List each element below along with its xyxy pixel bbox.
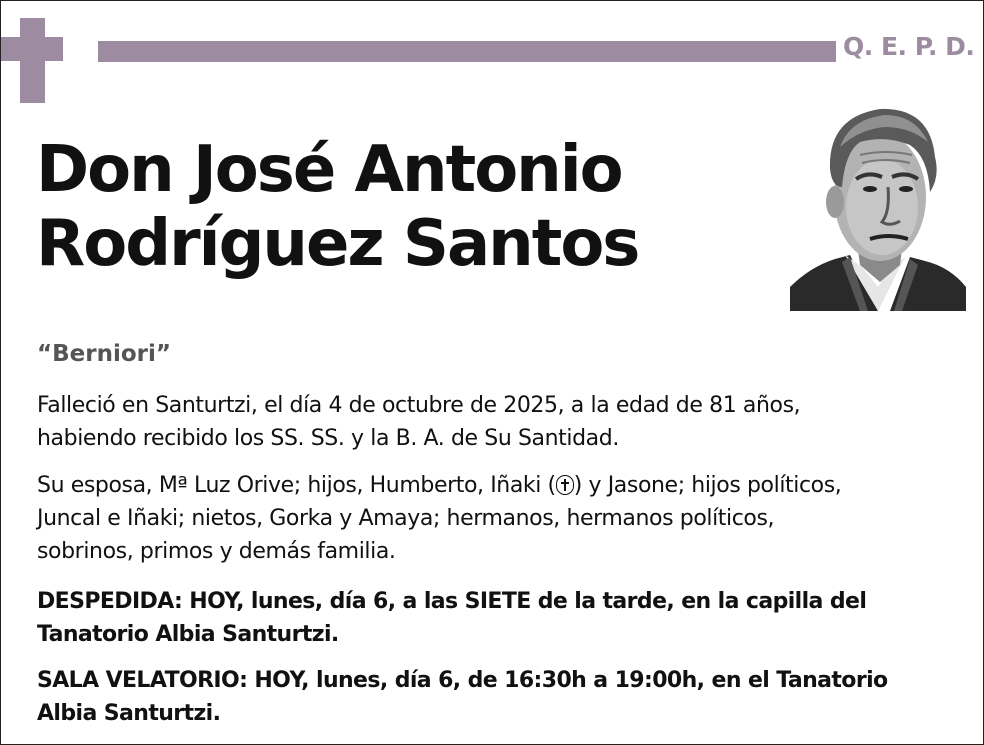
family-line-3: sobrinos, primos y demás familia.	[37, 539, 396, 564]
header-bar	[98, 41, 836, 62]
death-line-1: Falleció en Santurtzi, el día 4 de octubre de 2025, a la edad de 81 años,	[37, 393, 801, 418]
death-line-2: habiendo recibido los SS. SS. y la B. A. de Su Santidad.	[37, 426, 619, 451]
family-line-1: Su esposa, Mª Luz Orive; hijos, Humberto, Iñaki ( ) y Jasone; hijos políticos,	[37, 473, 842, 498]
wake-line-1: SALA VELATORIO: HOY, lunes, día 6, de 16:30h a 19:00h, en el Tanatorio	[37, 668, 888, 693]
family-line-2: Juncal e Iñaki; nietos, Gorka y Amaya; hermanos, hermanos políticos,	[37, 506, 775, 531]
family-paragraph	[37, 469, 967, 568]
qepd-label: Q. E. P. D.	[843, 32, 975, 61]
wake-paragraph	[37, 664, 967, 730]
farewell-paragraph	[37, 585, 967, 651]
death-paragraph	[37, 389, 967, 455]
deceased-alias: “Berniori”	[37, 341, 171, 367]
name-line-1: Don José Antonio	[36, 133, 622, 207]
farewell-line-1: DESPEDIDA: HOY, lunes, día 6, a las SIETE de la tarde, en la capilla del	[37, 589, 867, 614]
deceased-name	[36, 133, 638, 281]
farewell-line-2: Tanatorio Albia Santurtzi.	[37, 622, 339, 647]
wake-line-2: Albia Santurtzi.	[37, 701, 221, 726]
portrait-photo	[790, 97, 966, 311]
small-cross-icon	[556, 475, 574, 495]
name-line-2: Rodríguez Santos	[36, 207, 639, 281]
